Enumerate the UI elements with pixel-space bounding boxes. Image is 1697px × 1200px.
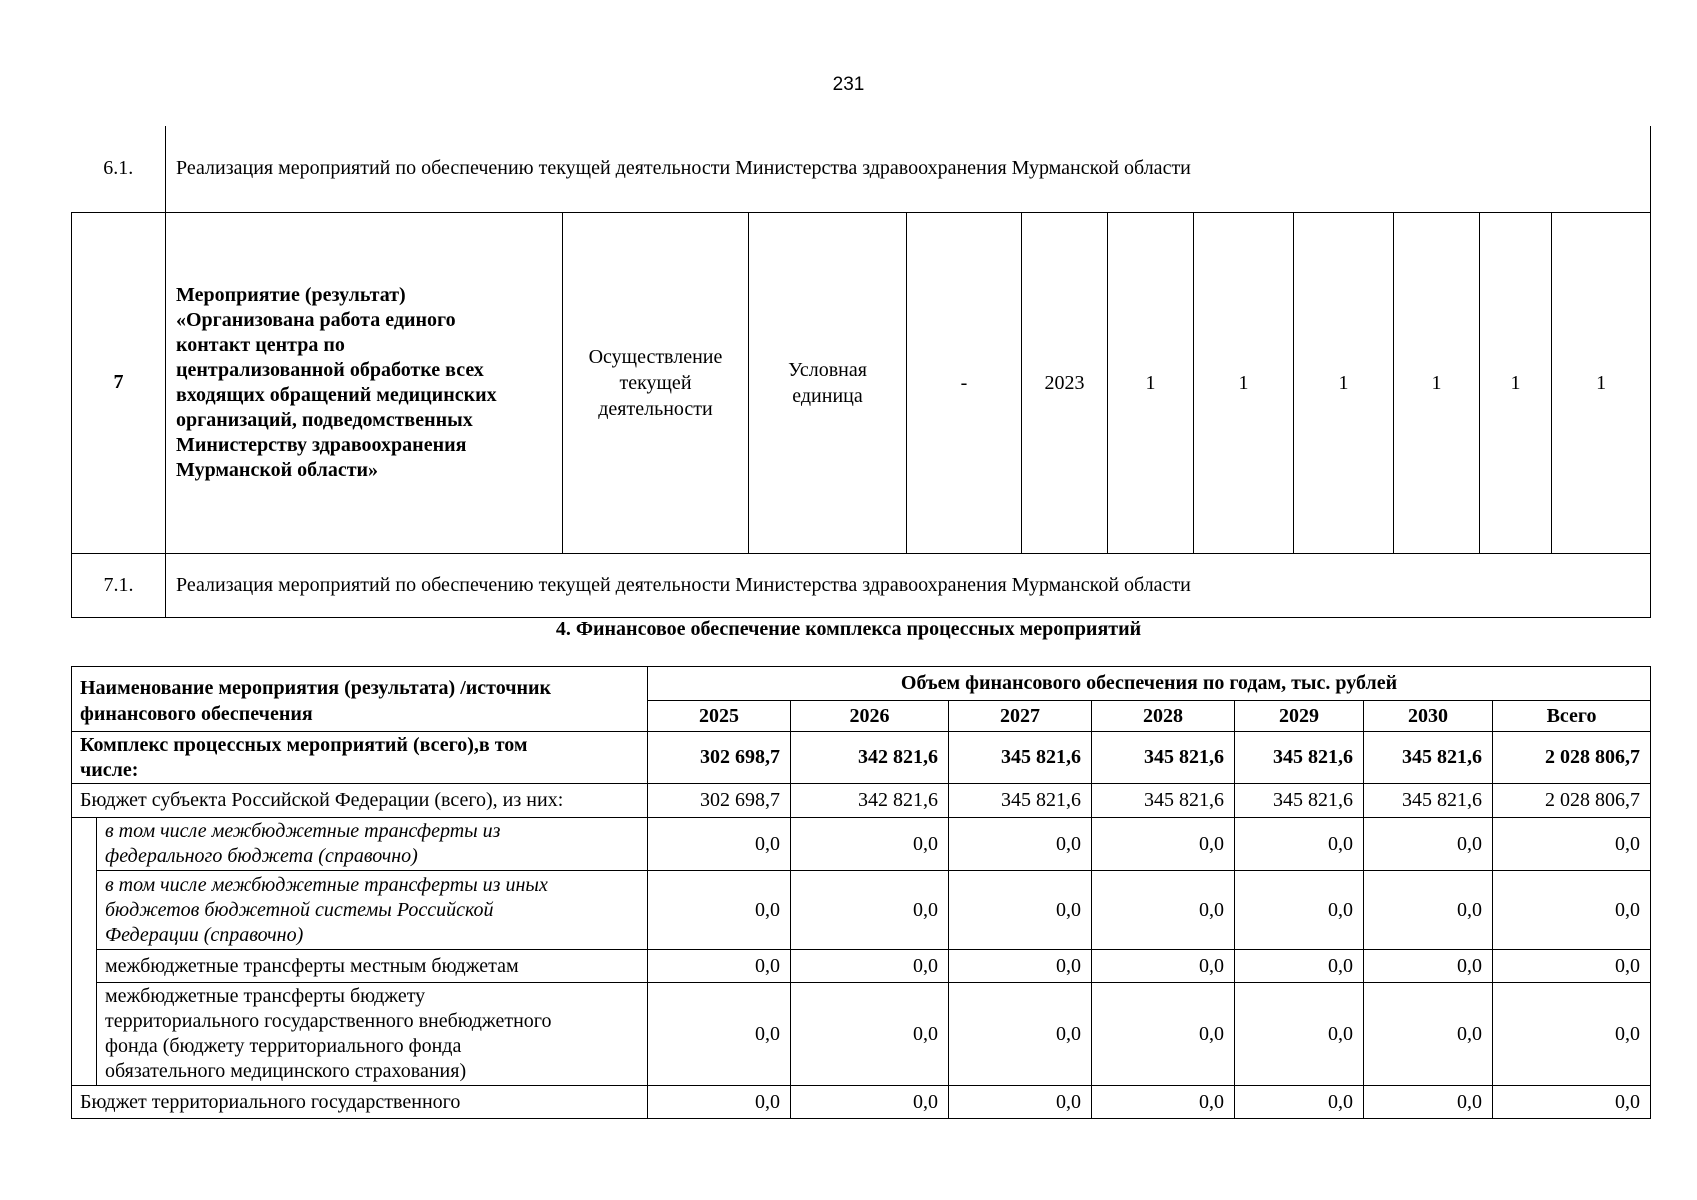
value-cell: 0,0 [1092,983,1235,1086]
row-label-line: в том числе межбюджетные трансферты из [105,820,501,842]
table-row [72,1086,1651,1119]
value-cell: 345 821,6 [1092,732,1235,784]
table-row [72,784,1651,818]
row-text: Реализация мероприятий по обеспечению текущей деятельности Министерства здравоохранения Мурманской области [166,553,1651,617]
year-value: 1 [1194,212,1294,553]
value-cell: 0,0 [648,818,791,871]
value-cell: 0,0 [1364,950,1493,983]
value-cell: 0,0 [1493,983,1651,1086]
result-name-line: «Организована работа единого [176,308,456,331]
table-row [72,983,1651,1086]
row-label-line: Комплекс процессных мероприятий (всего),в том [80,733,528,756]
row-label [72,732,648,784]
value-cell: 0,0 [1092,818,1235,871]
header-name [72,667,648,732]
value-cell: 0,0 [1235,983,1364,1086]
value-cell: 0,0 [1364,1086,1493,1119]
result-name-line: Мероприятие (результат) [176,283,406,306]
row-label-line: обязательного медицинского страхования) [105,1060,467,1082]
row-label-line: Федерации (справочно) [105,923,304,946]
value-cell: 0,0 [1092,871,1235,950]
value-cell: 342 821,6 [791,784,949,818]
value-cell: 342 821,6 [791,732,949,784]
header-year: 2030 [1364,701,1493,732]
result-type-line: текущей [619,371,692,394]
header-year: 2027 [949,701,1092,732]
header-row [72,667,1651,701]
row-number: 7.1. [72,553,166,617]
result-name-line: Министерству здравоохранения [176,433,467,456]
year-value: 1 [1394,212,1480,553]
value-cell: 0,0 [1235,950,1364,983]
header-volume: Объем финансового обеспечения по годам, тыс. рублей [648,667,1651,701]
value-cell: 302 698,7 [648,732,791,784]
result-type-line: Осуществление [588,345,723,368]
unit-line: Условная [788,358,867,381]
value-cell: 0,0 [1364,983,1493,1086]
table-row [72,950,1651,983]
base-year: 2023 [1022,212,1108,553]
table-row-7 [72,212,1651,553]
value-cell: 0,0 [648,1086,791,1119]
value-cell: 0,0 [949,871,1092,950]
value-cell: 0,0 [1364,818,1493,871]
header-year: 2028 [1092,701,1235,732]
header-total: Всего [1493,701,1651,732]
indent-cell [72,818,97,1086]
row-number: 7 [72,212,166,553]
value-cell: 2 028 806,7 [1493,732,1651,784]
unit-line: единица [792,384,863,407]
header-name-line: финансового обеспечения [80,703,313,725]
value-cell: 0,0 [1493,1086,1651,1119]
value-cell: 345 821,6 [1235,784,1364,818]
row-label-line: межбюджетные трансферты бюджету [105,985,426,1007]
financing-table [71,666,1651,1119]
year-value: 1 [1108,212,1194,553]
value-cell: 345 821,6 [1235,732,1364,784]
value-cell: 345 821,6 [949,784,1092,818]
header-year: 2025 [648,701,791,732]
value-cell: 0,0 [1493,950,1651,983]
value-cell: 0,0 [791,1086,949,1119]
value-cell: 0,0 [791,818,949,871]
row-label [72,1086,648,1119]
table-row-6-1 [72,126,1651,212]
row-label [97,950,648,983]
section-heading: 4. Финансовое обеспечение комплекса процессных мероприятий [555,618,1142,640]
value-cell: 0,0 [1235,1086,1364,1119]
value-cell: 0,0 [791,950,949,983]
row-text: Реализация мероприятий по обеспечению текущей деятельности Министерства здравоохранения Мурманской области [166,126,1651,212]
value-cell: 0,0 [1493,818,1651,871]
value-cell: 0,0 [1235,818,1364,871]
value-cell: 0,0 [1235,871,1364,950]
row-label-line: Бюджет территориального государственного [80,1090,461,1113]
row-label [97,983,648,1086]
result-name [166,212,563,553]
row-label-line: в том числе межбюджетные трансферты из иных [105,873,548,896]
page-number: 231 [832,74,865,95]
year-value: 1 [1552,212,1651,553]
row-label-line: фонда (бюджету территориального фонда [105,1035,462,1057]
header-name-line: Наименование мероприятия (результата) /источник [80,677,552,699]
row-label-line: бюджетов бюджетной системы Российской [105,898,494,921]
result-type-line: деятельности [598,397,713,420]
value-cell: 0,0 [648,950,791,983]
row-label [97,871,648,950]
value-cell: 345 821,6 [1092,784,1235,818]
value-cell: 0,0 [949,983,1092,1086]
result-name-line: Мурманской области» [176,458,379,481]
header-year: 2026 [791,701,949,732]
value-cell: 345 821,6 [949,732,1092,784]
row-label-line: межбюджетные трансферты местным бюджетам [105,954,519,977]
value-cell: 345 821,6 [1364,732,1493,784]
results-table [71,126,1651,618]
result-name-line: входящих обращений медицинских [176,383,497,406]
row-number: 6.1. [72,126,166,212]
value-cell: 0,0 [1092,950,1235,983]
result-name-line: контакт центра по [176,333,345,356]
value-cell: 0,0 [648,983,791,1086]
value-cell: 0,0 [648,871,791,950]
unit [749,212,907,553]
value-cell: 345 821,6 [1364,784,1493,818]
value-cell: 0,0 [791,983,949,1086]
row-label-line: федерального бюджета (справочно) [105,845,418,867]
value-cell: 2 028 806,7 [1493,784,1651,818]
table-row [72,818,1651,871]
table-row [72,732,1651,784]
table-row-7-1 [72,553,1651,617]
table-row [72,871,1651,950]
year-value: 1 [1480,212,1552,553]
row-label-line: числе: [80,758,139,781]
header-year: 2029 [1235,701,1364,732]
value-cell: 0,0 [1364,871,1493,950]
result-name-line: централизованной обработке всех [176,358,484,381]
row-label-line: Бюджет субъекта Российской Федерации (всего), из них: [80,789,564,811]
value-cell: 0,0 [949,818,1092,871]
row-label [72,784,648,818]
result-name-line: организаций, подведомственных [176,408,473,431]
value-cell: 0,0 [1493,871,1651,950]
row-label [97,818,648,871]
value-cell: 0,0 [949,950,1092,983]
value-cell: 0,0 [1092,1086,1235,1119]
value-cell: 0,0 [791,871,949,950]
result-type [563,212,749,553]
base-value: - [907,212,1022,553]
year-value: 1 [1294,212,1394,553]
row-label-line: территориального государственного внебюджетного [105,1010,552,1032]
value-cell: 0,0 [949,1086,1092,1119]
value-cell: 302 698,7 [648,784,791,818]
